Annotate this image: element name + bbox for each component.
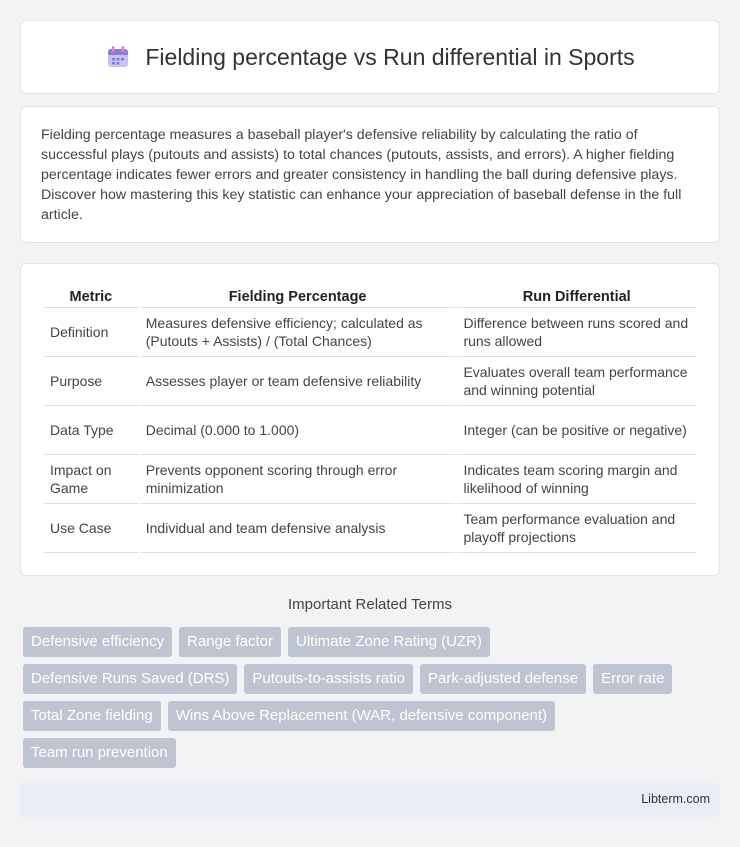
column-header: Run Differential	[457, 282, 696, 308]
table-cell: Purpose	[44, 357, 138, 406]
table-cell: Evaluates overall team performance and winning potential	[457, 357, 696, 406]
table-cell: Team performance evaluation and playoff projections	[457, 504, 696, 553]
table-cell: Prevents opponent scoring through error minimization	[140, 455, 456, 504]
related-term-tag[interactable]: Team run prevention	[23, 738, 176, 768]
table-header-row	[44, 282, 696, 308]
table-cell: Decimal (0.000 to 1.000)	[140, 406, 456, 455]
table-cell: Individual and team defensive analysis	[140, 504, 456, 553]
title-card	[20, 20, 720, 94]
calendar-icon	[105, 44, 131, 70]
column-header: Fielding Percentage	[140, 282, 456, 308]
table-cell: Measures defensive efficiency; calculated as (Putouts + Assists) / (Total Chances)	[140, 308, 456, 357]
table-cell: Use Case	[44, 504, 138, 553]
related-term-tag[interactable]: Defensive efficiency	[23, 627, 172, 657]
table-row	[44, 308, 696, 357]
table-cell: Difference between runs scored and runs allowed	[457, 308, 696, 357]
comparison-table	[42, 282, 698, 553]
related-term-tag[interactable]: Error rate	[593, 664, 672, 694]
table-row	[44, 455, 696, 504]
table-cell: Impact on Game	[44, 455, 138, 504]
table-row	[44, 357, 696, 406]
column-header: Metric	[44, 282, 138, 308]
table-cell: Integer (can be positive or negative)	[457, 406, 696, 455]
related-term-tag[interactable]: Wins Above Replacement (WAR, defensive component)	[168, 701, 555, 731]
intro-card	[20, 106, 720, 243]
table-row	[44, 406, 696, 455]
footer-brand-link[interactable]: Libterm.com	[641, 792, 710, 806]
related-term-tag[interactable]: Range factor	[179, 627, 281, 657]
table-cell: Indicates team scoring margin and likelihood of winning	[457, 455, 696, 504]
related-term-tag[interactable]: Defensive Runs Saved (DRS)	[23, 664, 237, 694]
page-title: Fielding percentage vs Run differential in Sports	[145, 43, 635, 70]
footer	[20, 783, 720, 817]
table-row	[44, 504, 696, 553]
related-term-tag[interactable]: Ultimate Zone Rating (UZR)	[288, 627, 490, 657]
related-term-tag[interactable]: Total Zone fielding	[23, 701, 161, 731]
related-term-tag[interactable]: Putouts-to-assists ratio	[244, 664, 413, 694]
related-term-tag[interactable]: Park-adjusted defense	[420, 664, 586, 694]
comparison-table-card	[20, 263, 720, 576]
intro-text: Fielding percentage measures a baseball player's defensive reliability by calculating the ratio of successful plays (putouts and assists) to total chances (putouts, assists, and errors). A higher fielding percentage indicates fewer errors and greater consistency in handling the ball during defensive plays. Discover how mastering this key statistic can enhance your appreciation of baseball defense in the full article.	[41, 127, 682, 223]
related-terms-list	[23, 627, 723, 775]
related-terms-heading: Important Related Terms	[288, 596, 452, 613]
table-cell: Definition	[44, 308, 138, 357]
table-cell: Assesses player or team defensive reliability	[140, 357, 456, 406]
table-cell: Data Type	[44, 406, 138, 455]
